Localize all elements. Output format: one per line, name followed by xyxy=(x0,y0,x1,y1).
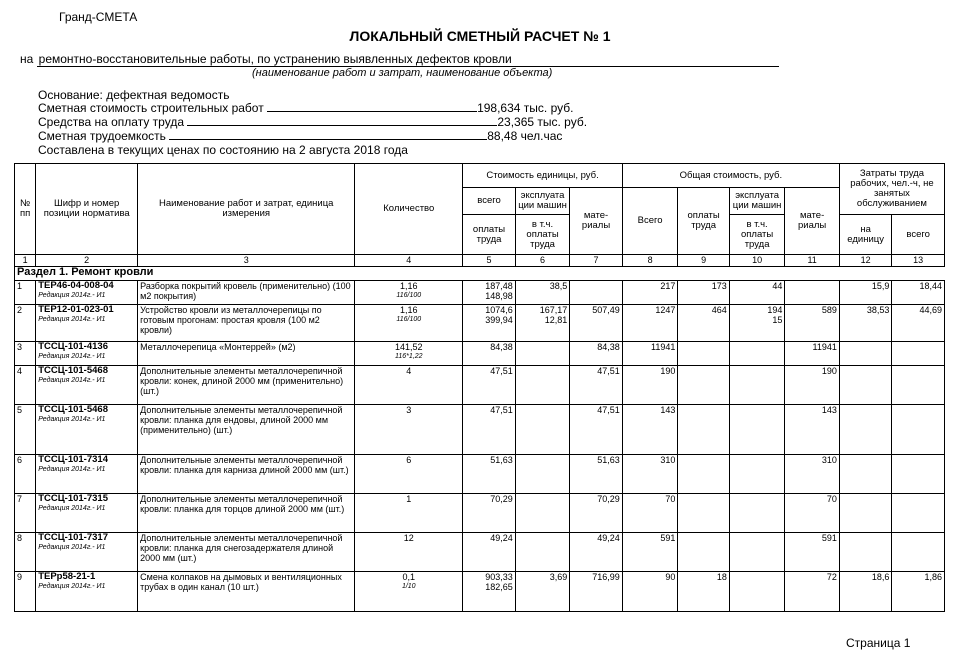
page-number: Страница 1 xyxy=(846,636,911,650)
unit-exploit-cell xyxy=(515,405,570,455)
document-title: ЛОКАЛЬНЫЙ СМЕТНЫЙ РАСЧЕТ № 1 xyxy=(349,28,611,44)
table-row xyxy=(15,281,945,305)
unit-materials xyxy=(570,281,623,305)
table-row xyxy=(15,366,945,405)
header-code: Шифр и номер позиции норматива xyxy=(36,164,138,255)
total-materials xyxy=(785,281,840,305)
total-exploit-cell xyxy=(729,455,785,494)
quantity: 3 xyxy=(406,405,412,415)
unit-materials: 47,51 xyxy=(570,405,623,455)
unit-exploit: 167,17 xyxy=(539,305,568,315)
header-unit-cost: Стоимость единицы, руб. xyxy=(463,164,623,188)
total-materials: 310 xyxy=(785,455,840,494)
purpose-caption: (наименование работ и затрат, наименование объекта) xyxy=(252,67,553,79)
unit-all: 47,51 xyxy=(490,366,513,376)
column-number: 10 xyxy=(729,255,785,267)
unit-wages: 399,94 xyxy=(485,315,513,325)
code-cell xyxy=(36,342,138,366)
quantity-cell xyxy=(355,533,463,572)
work-name: Дополнительные элементы металлочерепичной кровли: планка для карниза длиной 2000 мм (шт.) xyxy=(138,455,355,494)
quantity-formula: 116*1,22 xyxy=(395,353,423,360)
edition: Редакция 2014г.- И1 xyxy=(38,353,106,360)
norm-code: ТССЦ-101-5468 xyxy=(38,365,108,376)
header-labor: Затраты труда рабочих, чел.-ч, не занятых обслуживанием xyxy=(839,164,944,215)
total-all: 591 xyxy=(622,533,678,572)
quantity: 4 xyxy=(406,366,412,376)
edition: Редакция 2014г.- И1 xyxy=(38,316,106,323)
unit-all: 187,48 xyxy=(485,281,513,291)
underline xyxy=(169,139,487,140)
quantity: 0,1 xyxy=(402,572,416,582)
header-all-cap: Всего xyxy=(622,188,678,255)
column-number: 5 xyxy=(463,255,516,267)
header-per-unit: на единицу xyxy=(839,215,892,255)
edition: Редакция 2014г.- И1 xyxy=(38,505,106,512)
total-materials: 70 xyxy=(785,494,840,533)
column-number: 11 xyxy=(785,255,840,267)
underline xyxy=(267,111,477,112)
quantity-cell xyxy=(355,405,463,455)
total-materials: 143 xyxy=(785,405,840,455)
total-all: 70 xyxy=(622,494,678,533)
header-materials: мате- риалы xyxy=(570,188,623,255)
total-exploit-cell xyxy=(729,494,785,533)
edition: Редакция 2014г.- И1 xyxy=(38,292,106,299)
labor-total: 1,86 xyxy=(892,572,945,612)
wage-label: Средства на оплату труда xyxy=(38,115,184,129)
row-number: 4 xyxy=(15,366,36,405)
column-number: 2 xyxy=(36,255,138,267)
quantity: 1,16 xyxy=(400,305,418,315)
total-materials: 190 xyxy=(785,366,840,405)
work-name: Смена колпаков на дымовых и вентиляционных трубах в один канал (10 шт.) xyxy=(138,572,355,612)
unit-all-cell xyxy=(463,494,516,533)
total-exploit-cell xyxy=(729,533,785,572)
unit-all: 84,38 xyxy=(490,342,513,352)
unit-wages: 182,65 xyxy=(485,582,513,592)
labor-total xyxy=(892,494,945,533)
labor-row xyxy=(38,129,562,143)
labor-total xyxy=(892,533,945,572)
unit-all: 47,51 xyxy=(490,405,513,415)
wage-value: 23,365 тыс. руб. xyxy=(497,115,588,129)
edition: Редакция 2014г.- И1 xyxy=(38,466,106,473)
labor-total: 18,44 xyxy=(892,281,945,305)
header-incl-wages-total: в т.ч. оплаты труда xyxy=(729,215,785,255)
code-cell xyxy=(36,533,138,572)
total-all: 190 xyxy=(622,366,678,405)
unit-exploit: 38,5 xyxy=(549,281,568,291)
wage-row xyxy=(38,115,587,129)
edition: Редакция 2014г.- И1 xyxy=(38,544,106,551)
labor-per-unit xyxy=(839,366,892,405)
underline xyxy=(187,125,497,126)
total-all: 11941 xyxy=(622,342,678,366)
cost-value: 198,634 тыс. руб. xyxy=(477,101,574,115)
row-number: 9 xyxy=(15,572,36,612)
norm-code: ТЕР12-01-023-01 xyxy=(38,304,114,315)
total-wages xyxy=(678,342,729,366)
total-all: 310 xyxy=(622,455,678,494)
quantity: 141,52 xyxy=(395,342,423,352)
unit-all-cell xyxy=(463,405,516,455)
table-row xyxy=(15,342,945,366)
column-number: 6 xyxy=(515,255,570,267)
unit-all-cell xyxy=(463,281,516,305)
header-name: Наименование работ и затрат, единица измерения xyxy=(138,164,355,255)
basis-text: Основание: дефектная ведомость xyxy=(38,88,230,102)
header-all: всего xyxy=(463,188,516,215)
labor-total xyxy=(892,342,945,366)
quantity: 12 xyxy=(403,533,414,543)
header-wages: оплаты труда xyxy=(463,215,516,255)
code-cell xyxy=(36,281,138,305)
labor-per-unit xyxy=(839,455,892,494)
row-number: 7 xyxy=(15,494,36,533)
code-cell xyxy=(36,305,138,342)
unit-exploit-cell xyxy=(515,533,570,572)
labor-total xyxy=(892,405,945,455)
total-wages xyxy=(678,455,729,494)
work-name: Устройство кровли из металлочерепицы по готовым прогонам: простая кровля (100 м2 кровли) xyxy=(138,305,355,342)
total-exploit: 44 xyxy=(772,281,783,291)
total-wages xyxy=(678,533,729,572)
unit-all-cell xyxy=(463,572,516,612)
total-exploit-cell xyxy=(729,366,785,405)
code-cell xyxy=(36,455,138,494)
norm-code: ТССЦ-101-7317 xyxy=(38,532,108,543)
unit-exploit-cell xyxy=(515,305,570,342)
total-all: 90 xyxy=(622,572,678,612)
unit-exploit-cell xyxy=(515,572,570,612)
labor-per-unit: 18,6 xyxy=(839,572,892,612)
total-wages: 18 xyxy=(678,572,729,612)
column-numbers-row xyxy=(15,255,945,267)
total-all: 217 xyxy=(622,281,678,305)
edition: Редакция 2014г.- И1 xyxy=(38,416,106,423)
labor-total xyxy=(892,366,945,405)
app-name: Гранд-СМЕТА xyxy=(59,10,138,24)
purpose-value: ремонтно-восстановительные работы, по устранению выявленных дефектов кровли xyxy=(37,52,779,67)
unit-materials: 49,24 xyxy=(570,533,623,572)
total-wages xyxy=(678,405,729,455)
header-materials-total: мате- риалы xyxy=(785,188,840,255)
unit-all-cell xyxy=(463,455,516,494)
unit-all: 903,33 xyxy=(485,572,513,582)
column-number: 8 xyxy=(622,255,678,267)
header-total: всего xyxy=(892,215,945,255)
section-title: Раздел 1. Ремонт кровли xyxy=(15,267,945,281)
purpose-line xyxy=(20,52,779,67)
total-exploit-cell xyxy=(729,281,785,305)
norm-code: ТССЦ-101-7314 xyxy=(38,454,108,465)
header-exploit: эксплуата ции машин xyxy=(515,188,570,215)
row-number: 6 xyxy=(15,455,36,494)
unit-exploit-cell xyxy=(515,366,570,405)
labor-per-unit xyxy=(839,533,892,572)
total-exploit-wages: 15 xyxy=(772,315,783,325)
unit-materials: 84,38 xyxy=(570,342,623,366)
total-materials: 72 xyxy=(785,572,840,612)
unit-exploit-cell xyxy=(515,494,570,533)
cost-label: Сметная стоимость строительных работ xyxy=(38,101,264,115)
work-name: Дополнительные элементы металлочерепичной кровли: планка для торцов длиной 2000 мм (шт.) xyxy=(138,494,355,533)
row-number: 2 xyxy=(15,305,36,342)
code-cell xyxy=(36,366,138,405)
labor-total xyxy=(892,455,945,494)
quantity-formula: 116/100 xyxy=(396,316,422,323)
quantity-cell xyxy=(355,455,463,494)
table-row xyxy=(15,494,945,533)
column-number: 13 xyxy=(892,255,945,267)
norm-code: ТССЦ-101-4136 xyxy=(38,341,108,352)
total-exploit-cell xyxy=(729,572,785,612)
total-materials: 591 xyxy=(785,533,840,572)
column-number: 12 xyxy=(839,255,892,267)
quantity-cell xyxy=(355,572,463,612)
total-materials: 589 xyxy=(785,305,840,342)
column-number: 1 xyxy=(15,255,36,267)
row-number: 3 xyxy=(15,342,36,366)
section-row xyxy=(15,267,945,281)
work-name: Дополнительные элементы металлочерепичной кровли: планка для снегозадержателя длиной 2000 мм (шт.) xyxy=(138,533,355,572)
unit-exploit-cell xyxy=(515,455,570,494)
table-row xyxy=(15,405,945,455)
labor-per-unit: 15,9 xyxy=(839,281,892,305)
total-all: 1247 xyxy=(622,305,678,342)
table-row xyxy=(15,533,945,572)
labor-label: Сметная трудоемкость xyxy=(38,129,166,143)
labor-total: 44,69 xyxy=(892,305,945,342)
table-row xyxy=(15,455,945,494)
labor-per-unit xyxy=(839,342,892,366)
labor-per-unit: 38,53 xyxy=(839,305,892,342)
total-all: 143 xyxy=(622,405,678,455)
work-name: Дополнительные элементы металлочерепичной кровли: конек, длиной 2000 мм (применительно) (шт.) xyxy=(138,366,355,405)
unit-all: 51,63 xyxy=(490,455,513,465)
unit-materials: 716,99 xyxy=(570,572,623,612)
quantity-formula: 116/100 xyxy=(396,292,422,299)
header-incl-wages: в т.ч. оплаты труда xyxy=(515,215,570,255)
labor-per-unit xyxy=(839,494,892,533)
unit-wages: 148,98 xyxy=(485,291,513,301)
code-cell xyxy=(36,572,138,612)
quantity: 1,16 xyxy=(400,281,418,291)
unit-all-cell xyxy=(463,305,516,342)
estimate-table xyxy=(14,163,945,612)
total-exploit-cell xyxy=(729,405,785,455)
unit-all-cell xyxy=(463,342,516,366)
quantity-cell xyxy=(355,366,463,405)
unit-materials: 51,63 xyxy=(570,455,623,494)
row-number: 8 xyxy=(15,533,36,572)
header-wages-total: оплаты труда xyxy=(678,188,729,255)
row-number: 5 xyxy=(15,405,36,455)
unit-all: 49,24 xyxy=(490,533,513,543)
quantity-cell xyxy=(355,494,463,533)
total-wages xyxy=(678,366,729,405)
labor-value: 88,48 чел.час xyxy=(487,129,563,143)
norm-code: ТЕР46-04-008-04 xyxy=(38,280,114,291)
norm-code: ТЕРр58-21-1 xyxy=(38,571,96,582)
quantity-formula: 1/10 xyxy=(401,583,416,590)
table-row xyxy=(15,572,945,612)
total-wages: 173 xyxy=(678,281,729,305)
unit-exploit-wages: 12,81 xyxy=(544,315,568,325)
header-num: № пп xyxy=(15,164,36,255)
header-qty: Количество xyxy=(355,164,463,255)
work-name: Металлочерепица «Монтеррей» (м2) xyxy=(138,342,355,366)
total-exploit-cell xyxy=(729,305,785,342)
header-total-cost: Общая стоимость, руб. xyxy=(622,164,839,188)
quantity: 6 xyxy=(406,455,412,465)
column-number: 4 xyxy=(355,255,463,267)
work-name: Дополнительные элементы металлочерепичной кровли: планка для ендовы, длиной 2000 мм (применительно) (шт.) xyxy=(138,405,355,455)
quantity-cell xyxy=(355,281,463,305)
unit-exploit-cell xyxy=(515,342,570,366)
total-wages: 464 xyxy=(678,305,729,342)
quantity: 1 xyxy=(406,494,412,504)
table-row xyxy=(15,305,945,342)
quantity-cell xyxy=(355,305,463,342)
cost-row xyxy=(38,101,573,115)
quantity-cell xyxy=(355,342,463,366)
edition: Редакция 2014г.- И1 xyxy=(38,583,106,590)
work-name: Разборка покрытий кровель (применительно) (100 м2 покрытия) xyxy=(138,281,355,305)
column-number: 7 xyxy=(570,255,623,267)
total-exploit: 194 xyxy=(767,305,783,315)
compiled-text: Составлена в текущих ценах по состоянию на 2 августа 2018 года xyxy=(38,143,408,157)
total-materials: 11941 xyxy=(785,342,840,366)
unit-all: 70,29 xyxy=(490,494,513,504)
column-number: 3 xyxy=(138,255,355,267)
labor-per-unit xyxy=(839,405,892,455)
code-cell xyxy=(36,494,138,533)
column-number: 9 xyxy=(678,255,729,267)
unit-materials: 507,49 xyxy=(570,305,623,342)
norm-code: ТССЦ-101-5468 xyxy=(38,404,108,415)
unit-exploit-cell xyxy=(515,281,570,305)
row-number: 1 xyxy=(15,281,36,305)
norm-code: ТССЦ-101-7315 xyxy=(38,493,108,504)
total-exploit-cell xyxy=(729,342,785,366)
unit-all-cell xyxy=(463,366,516,405)
unit-all: 1074,6 xyxy=(485,305,513,315)
header-exploit-total: эксплуата ции машин xyxy=(729,188,785,215)
edition: Редакция 2014г.- И1 xyxy=(38,377,106,384)
unit-materials: 47,51 xyxy=(570,366,623,405)
unit-materials: 70,29 xyxy=(570,494,623,533)
total-wages xyxy=(678,494,729,533)
code-cell xyxy=(36,405,138,455)
purpose-prefix: на xyxy=(20,52,34,66)
unit-all-cell xyxy=(463,533,516,572)
unit-exploit: 3,69 xyxy=(549,572,568,582)
